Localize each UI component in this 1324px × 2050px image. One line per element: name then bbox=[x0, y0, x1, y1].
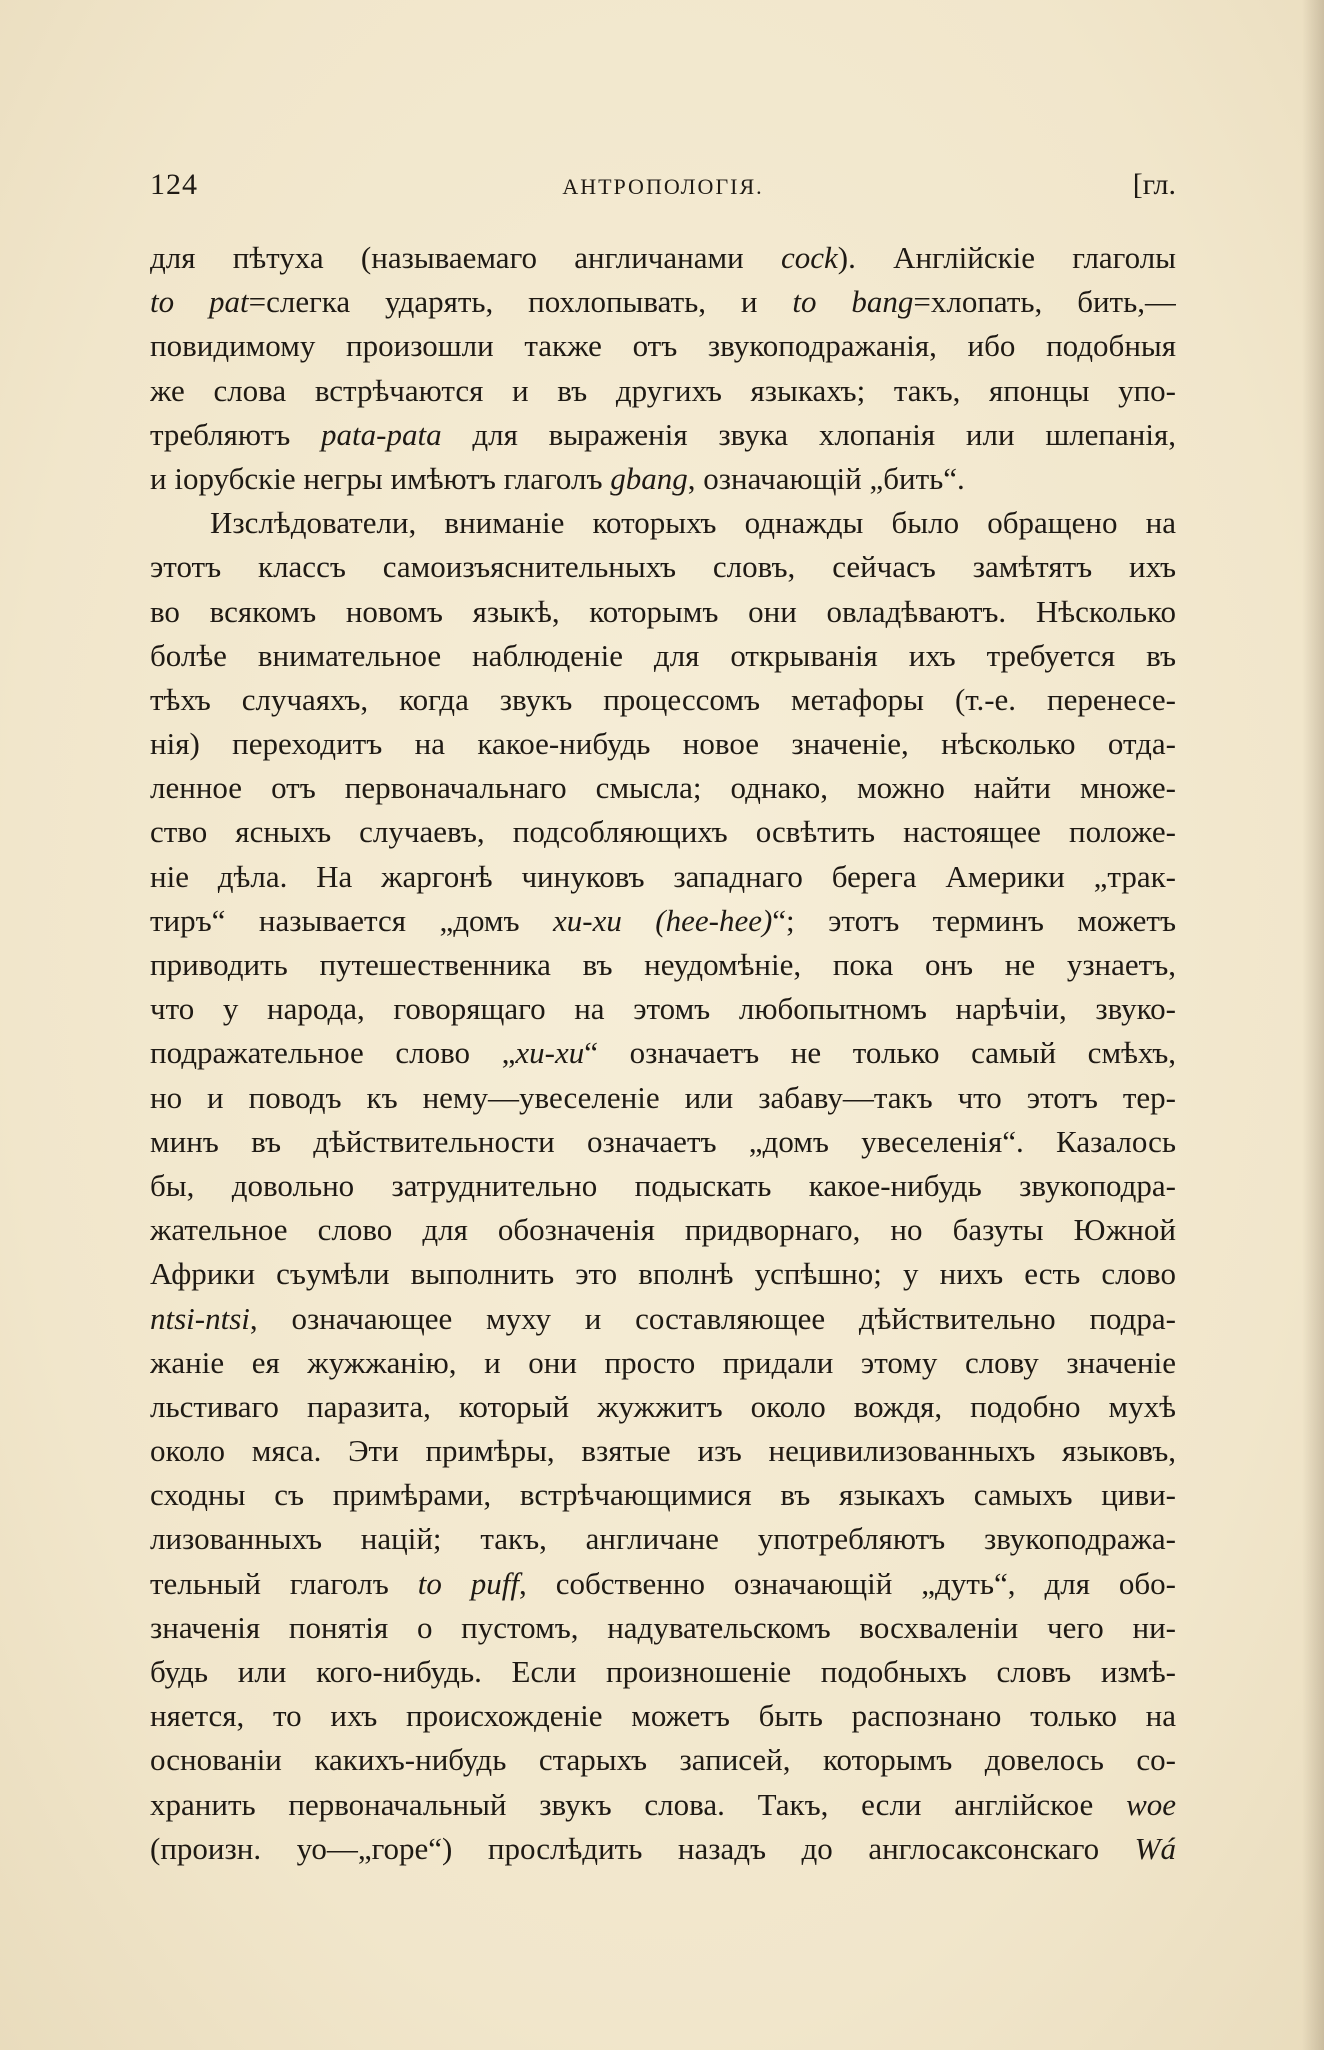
text-segment: болѣе внимательное наблюденіе для открыванія ихъ требуется въ bbox=[150, 637, 1176, 673]
text-segment: “ означаетъ не только самый смѣхъ, bbox=[584, 1035, 1176, 1071]
text-line bbox=[150, 1827, 1176, 1871]
text-line bbox=[150, 1429, 1176, 1473]
italic-term: cock bbox=[780, 240, 838, 275]
page-number: 124 bbox=[150, 168, 198, 201]
text-segment: тиръ“ называется „домъ bbox=[150, 902, 553, 938]
text-segment: будь или кого-нибудь. Если произношеніе подобныхъ словъ измѣ- bbox=[150, 1654, 1176, 1689]
text-segment: минъ въ дѣйствительности означаетъ „домъ увеселенія“. Казалось bbox=[150, 1123, 1176, 1159]
text-line bbox=[150, 236, 1176, 280]
text-line bbox=[150, 590, 1176, 634]
page-header bbox=[150, 168, 1176, 212]
text-segment: льстиваго паразита, который жужжитъ около вождя, подобно мухѣ bbox=[150, 1388, 1176, 1424]
text-segment: “; этотъ терминъ можетъ bbox=[772, 902, 1176, 938]
text-line bbox=[150, 1694, 1176, 1738]
text-segment: ). Англійскіе глаголы bbox=[837, 240, 1176, 275]
text-segment: =слегка ударять, похлопывать, и bbox=[248, 284, 793, 320]
italic-term: to puff bbox=[417, 1565, 520, 1601]
text-line bbox=[150, 1120, 1176, 1164]
text-line bbox=[150, 678, 1176, 722]
text-line bbox=[150, 369, 1176, 413]
text-line bbox=[150, 855, 1176, 899]
text-line bbox=[150, 1076, 1176, 1120]
text-segment: сходны съ примѣрами, встрѣчающимися въ языкахъ самыхъ циви- bbox=[150, 1477, 1176, 1513]
text-line bbox=[150, 1473, 1176, 1517]
text-line bbox=[150, 943, 1176, 987]
text-line bbox=[150, 413, 1176, 457]
italic-term: to pat bbox=[150, 284, 249, 320]
italic-term: ntsi-ntsi bbox=[150, 1300, 250, 1336]
text-segment: жаніе ея жужжанію, и они просто придали этому слову значеніе bbox=[150, 1344, 1176, 1380]
text-line bbox=[150, 987, 1176, 1031]
text-segment: =хлопать, бить,— bbox=[913, 284, 1176, 320]
text-segment: подражательное слово „ bbox=[150, 1035, 516, 1071]
text-line bbox=[150, 1783, 1176, 1827]
text-line bbox=[150, 545, 1176, 589]
text-line bbox=[150, 1606, 1176, 1650]
italic-term: woe bbox=[1126, 1786, 1176, 1822]
text-segment: , означающее муху и составляющее дѣйствительно подра- bbox=[249, 1300, 1176, 1336]
text-line bbox=[150, 766, 1176, 810]
text-line bbox=[150, 1297, 1176, 1341]
text-line bbox=[150, 1650, 1176, 1694]
text-segment: , означающій „бить“. bbox=[687, 460, 965, 496]
text-line bbox=[150, 1031, 1176, 1075]
text-segment: во всякомъ новомъ языкѣ, которымъ они овладѣваютъ. Нѣсколько bbox=[150, 593, 1176, 629]
text-segment: Изслѣдователи, вниманіе которыхъ однажды было обращено на bbox=[210, 505, 1176, 541]
body-text bbox=[150, 236, 1176, 1871]
text-segment: и іорубскіе негры имѣютъ глаголъ bbox=[150, 460, 611, 496]
text-line bbox=[150, 457, 1176, 501]
chapter-reference: [гл. bbox=[1132, 168, 1176, 201]
text-line bbox=[150, 899, 1176, 943]
text-segment: для выраженія звука хлопанія или шлепанія, bbox=[441, 416, 1176, 452]
text-segment: лизованныхъ націй; такъ, англичане употребляютъ звукоподража- bbox=[150, 1521, 1176, 1557]
text-segment: жательное слово для обозначенія придворнаго, но базуты Южной bbox=[150, 1212, 1176, 1248]
text-segment: повидимому произошли также отъ звукоподражанія, ибо подобныя bbox=[150, 328, 1176, 364]
text-segment: основаніи какихъ-нибудь старыхъ записей, которымъ довелось со- bbox=[150, 1742, 1176, 1778]
text-segment: приводить путешественника въ неудомѣніе, пока онъ не узнаетъ, bbox=[150, 947, 1176, 982]
text-segment: няется, то ихъ происхожденіе можетъ быть распознано только на bbox=[150, 1698, 1176, 1734]
text-segment: , собственно означающій „дуть“, для обо- bbox=[519, 1565, 1176, 1601]
text-line bbox=[150, 1208, 1176, 1252]
text-line bbox=[150, 1738, 1176, 1782]
italic-term: хи-хи bbox=[515, 1035, 585, 1071]
text-segment: этотъ классъ самоизъяснительныхъ словъ, сейчасъ замѣтятъ ихъ bbox=[150, 549, 1176, 585]
text-segment: значенія понятія о пустомъ, надувательскомъ восхваленіи чего ни- bbox=[150, 1609, 1176, 1645]
text-segment: бы, довольно затруднительно подыскать какое-нибудь звукоподра- bbox=[150, 1167, 1176, 1203]
italic-term: gbang bbox=[610, 460, 688, 496]
text-line bbox=[150, 722, 1176, 766]
text-line bbox=[150, 501, 1176, 545]
text-line bbox=[150, 280, 1176, 324]
text-segment: тельный глаголъ bbox=[150, 1565, 418, 1601]
text-line bbox=[150, 1252, 1176, 1296]
text-line bbox=[150, 810, 1176, 854]
text-segment: ніе дѣла. На жаргонѣ чинуковъ западнаго берега Америки „трак- bbox=[150, 858, 1176, 894]
italic-term: to bang bbox=[792, 284, 914, 320]
italic-term: pata-pata bbox=[321, 416, 442, 452]
text-line bbox=[150, 1164, 1176, 1208]
italic-term: Wá bbox=[1134, 1830, 1176, 1866]
text-segment: что у народа, говорящаго на этомъ любопытномъ нарѣчіи, звуко- bbox=[150, 991, 1176, 1027]
text-line bbox=[150, 1517, 1176, 1561]
text-segment: требляютъ bbox=[150, 416, 322, 452]
page-edge-shadow bbox=[1302, 0, 1324, 2050]
text-line bbox=[150, 1562, 1176, 1606]
text-line bbox=[150, 1385, 1176, 1429]
text-segment: тѣхъ случаяхъ, когда звукъ процессомъ метафоры (т.-е. перенесе- bbox=[150, 681, 1176, 717]
text-line bbox=[150, 634, 1176, 678]
text-segment: около мяса. Эти примѣры, взятые изъ нецивилизованныхъ языковъ, bbox=[150, 1433, 1176, 1469]
italic-term: хи-хи (hee-hee) bbox=[552, 902, 773, 938]
text-segment: но и поводъ къ нему—увеселеніе или забаву—такъ что этотъ тер- bbox=[150, 1079, 1176, 1115]
text-segment: Африки съумѣли выполнить это вполнѣ успѣшно; у нихъ есть слово bbox=[150, 1256, 1176, 1292]
text-segment: ленное отъ первоначальнаго смысла; однако, можно найти множе- bbox=[150, 770, 1176, 806]
text-segment: (произн. уо—„горе“) прослѣдить назадъ до англосаксонскаго bbox=[150, 1830, 1135, 1866]
text-line bbox=[150, 1341, 1176, 1385]
text-segment: хранить первоначальный звукъ слова. Такъ, если англійское bbox=[150, 1786, 1127, 1822]
text-segment: для пѣтуха (называемаго англичанами bbox=[150, 240, 781, 275]
text-segment: нія) переходитъ на какое-нибудь новое значеніе, нѣсколько отда- bbox=[150, 726, 1176, 762]
running-title: АНТРОПОЛОГІЯ. bbox=[562, 174, 764, 199]
text-segment: ство ясныхъ случаевъ, подсобляющихъ освѣтить настоящее положе- bbox=[150, 814, 1176, 850]
text-segment: же слова встрѣчаются и въ другихъ языкахъ; такъ, японцы упо- bbox=[150, 372, 1176, 408]
text-line bbox=[150, 324, 1176, 368]
